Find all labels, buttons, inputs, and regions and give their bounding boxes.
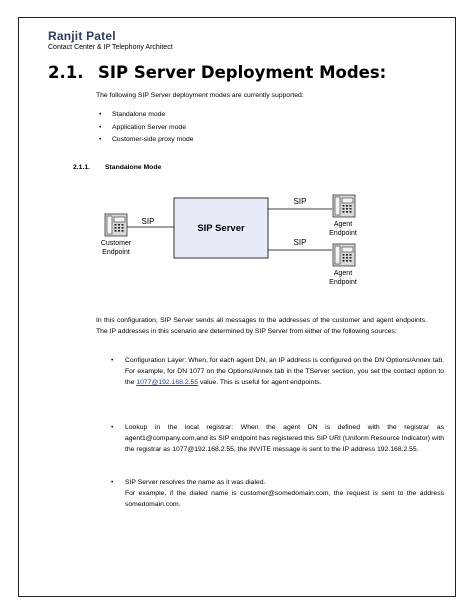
agent1-sip-label: SIP [293,197,307,206]
bullet1-text-post: value. This is useful for agent endpoints. [198,379,322,387]
author-subtitle: Contact Center & IP Telephony Architect [48,44,173,51]
agent2-label-line1: Agent [333,270,353,277]
customer-label-line2: Endpoint [102,249,130,256]
contact-address-link[interactable]: 1077@192.168.2.55 [136,379,199,387]
subsection-title: Standalone Mode [105,164,162,171]
section-title: SIP Server Deployment Modes: [98,63,387,82]
list-item: • Customer-side proxy mode [96,136,194,149]
agent2-sip-label: SIP [293,238,307,247]
author-name: Ranjit Patel [48,29,116,43]
subsection-number: 2.1.1. [73,164,91,171]
list-item: • Lookup in the local registrar: When the agent DN is defined with the registrar as agent1@company.com,and its SIP endpoint has registered this SIP URI (Uniform Resource Indicator) with the registrar as 1077@192.168.2.55, the INVITE message is sent to the IP address 192.168.2.55. [108,422,444,456]
standalone-mode-diagram [0,0,474,300]
bullet3-line1: • SIP Server resolves the name as it was dialed. [125,479,266,486]
agent1-phone-icon [333,195,355,217]
customer-sip-label: SIP [141,217,155,226]
section-intro: The following SIP Server deployment modes are currently supported: [96,92,304,99]
agent1-label-line1: Agent [333,221,353,228]
customer-phone-icon [105,214,127,236]
customer-label-line1: Customer [100,240,132,247]
list-item [108,477,444,511]
agent2-label-line2: Endpoint [329,279,357,286]
body-paragraph: In this configuration, SIP Server sends all messages to the addresses of the customer and agent endpoints. The IP addresses in this scenario are determined by SIP Server from either of the following sources: [96,317,427,335]
agent1-label-line2: Endpoint [329,230,357,237]
bullet1-text-pre: Configuration Layer: When, for each agent DN, an IP address is configured on the DN Options/Annex tab. For example, for DN 1077 on the Options/Annex tab in the TServer section, you set the contact option to the [125,357,444,387]
sip-server-label: SIP Server [197,223,245,234]
agent2-phone-icon [333,244,355,266]
list-item: • Application Server mode [96,124,194,137]
section-number: 2.1. [48,63,84,82]
list-item: • Standalone mode [96,111,194,124]
bullet3-line2: For example, if the dialed name is customer@somedomain.com, the request is sent to the address somedomain.com. [125,490,444,509]
list-item [108,355,444,389]
